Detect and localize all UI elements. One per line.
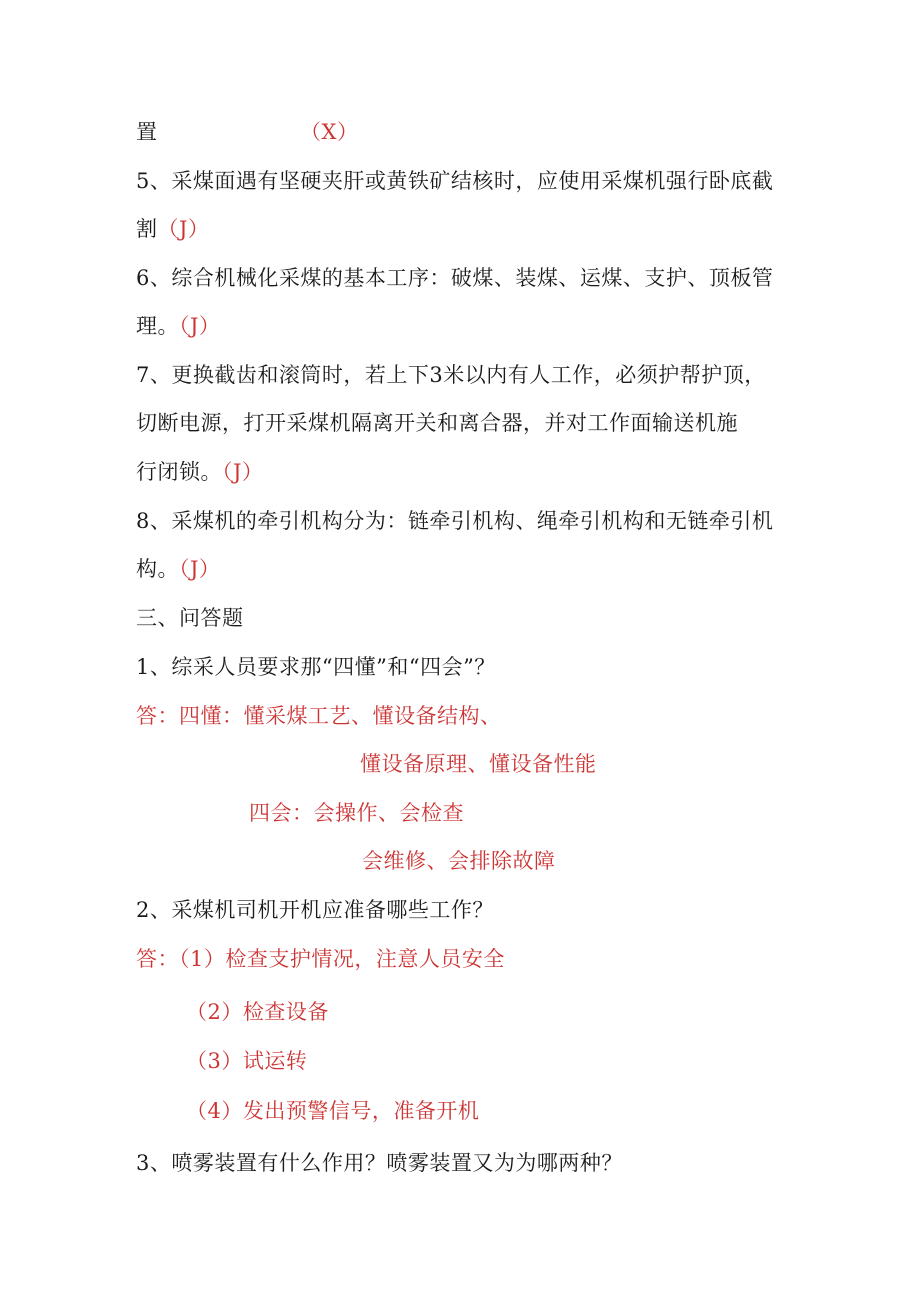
question-1: 1、综采人员要求那“四懂”和“四会”？ xyxy=(136,655,496,679)
answer-1-line-1: 答：四懂：懂采煤工艺、懂设备结构、 xyxy=(136,704,502,728)
item-7-line-1: 7、更换截齿和滚筒时，若上下3米以内有人工作，必须护帮护顶， xyxy=(136,363,766,387)
item-6-line-2 xyxy=(136,313,220,339)
item-7-answer-mark: （J） xyxy=(222,460,264,484)
prev-item-tail xyxy=(136,119,158,145)
item-8-answer-mark: （J） xyxy=(179,557,221,581)
item-7-line-3 xyxy=(136,459,263,485)
question-3: 3、喷雾装置有什么作用？喷雾装置又为为哪两种？ xyxy=(136,1151,623,1175)
item-7-line-3-text: 行闭锁。 xyxy=(136,460,222,484)
item-6-line-2-text: 理。 xyxy=(136,314,179,338)
item-5-line-2 xyxy=(136,216,209,242)
answer-2-line-1: 答：（1）检查支护情况，注意人员安全 xyxy=(136,947,505,971)
item-5-line-2-text: 割 xyxy=(136,217,158,241)
item-8-line-1: 8、采煤机的牵引机构分为：链牵引机构、绳牵引机构和无链牵引机 xyxy=(136,509,774,533)
answer-2-line-3: （3）试运转 xyxy=(186,1049,308,1073)
item-5-answer-mark: （J） xyxy=(157,217,210,241)
item-6-line-1: 6、综合机械化采煤的基本工序：破煤、装煤、运煤、支护、顶板管 xyxy=(136,266,774,290)
answer-2-line-2: （2）检查设备 xyxy=(186,1000,329,1024)
answer-1-line-2: 懂设备原理、懂设备性能 xyxy=(360,752,597,776)
question-2: 2、采煤机司机开机应准备哪些工作？ xyxy=(136,898,494,922)
answer-1-line-4: 会维修、会排除故障 xyxy=(362,849,556,873)
item-8-line-2-text: 构。 xyxy=(136,557,179,581)
prev-item-answer-mark: （X） xyxy=(300,120,359,144)
answer-1-line-3: 四会：会操作、会检查 xyxy=(249,801,464,825)
section-title: 三、问答题 xyxy=(136,606,244,630)
item-5-line-1: 5、采煤面遇有坚硬夹肝或黄铁矿结核时，应使用采煤机强行卧底截 xyxy=(136,169,774,193)
item-8-line-2 xyxy=(136,556,220,582)
prev-item-tail-text: 置 xyxy=(136,120,158,144)
item-7-line-2: 切断电源，打开采煤机隔离开关和离合器，并对工作面输送机施 xyxy=(136,411,738,435)
answer-2-line-4: （4）发出预警信号，准备开机 xyxy=(186,1099,480,1123)
item-6-answer-mark: （J） xyxy=(179,314,221,338)
